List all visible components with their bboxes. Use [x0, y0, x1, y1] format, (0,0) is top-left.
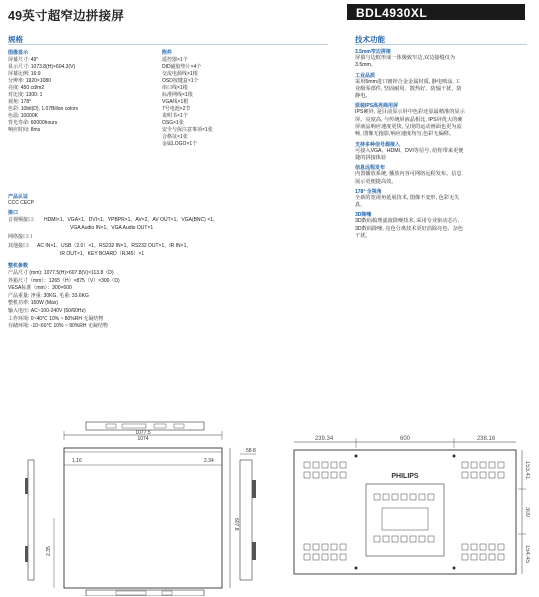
feature-title: 3D降噪 [355, 212, 372, 219]
display-spec-list [8, 57, 78, 134]
dim-rear-r1: 153.41 [524, 460, 530, 480]
feature-line: 3.5mm。 [355, 62, 377, 69]
interface-av-2: VGA Audio IN×1、VGA Audio OUT×1 [70, 225, 154, 231]
accessory-item: 合格证×1张 [162, 134, 188, 140]
mount-hole [453, 455, 456, 458]
spec-line: 屏幕比例: 16:9 [8, 71, 41, 77]
accessory-item: 遥控器×1个 [162, 57, 188, 63]
dim-rear-r3: 154.45 [524, 544, 530, 564]
panel-outline [64, 448, 222, 588]
model-name: BDL4930XL [356, 6, 428, 20]
accessory-item: 说明书×1个 [162, 113, 188, 119]
feature-line: 全新的宽视角延展技术, 图像不变形, 色彩无失 [355, 194, 460, 201]
accessory-item: 安全与保注意事项×1张 [162, 127, 213, 133]
machine-line: 存储环境: -10~60℃ 10% ~ 90%RH 无凝结物 [8, 323, 108, 330]
feature-line: 3D数码降噪, 亮色分离技术更好消除亮色、杂色 [355, 225, 464, 232]
machine-line: 整机功率: 160W (Max) [8, 300, 59, 307]
left-vent-grill [304, 462, 346, 560]
dim-rear-r2: 300 [524, 506, 530, 518]
spec-line: 色彩: 10bit(D), 1.07Billon colors [8, 106, 79, 112]
dim-right-gap: 2.34 [204, 458, 214, 464]
machine-line: 外箱尺寸（mm）：1265（H）×875（V）×300（D) [8, 277, 120, 284]
dim-inner-width: 1074 [137, 436, 149, 442]
feature-title: 3.5mm窄边拼接 [355, 49, 391, 55]
mount-hole [355, 455, 358, 458]
machine-heading: 整机参数 [8, 263, 29, 269]
interface-av-label: 音视频接口: [8, 217, 35, 223]
features-list [355, 48, 525, 240]
machine-line: 产品重量: 净重: 30KG, 毛重: 33.6KG [8, 292, 89, 299]
page-title: 49英寸超窄边拼接屏 [8, 9, 124, 23]
machine-line: VESA标准（mm）：300×600 [8, 285, 72, 292]
machine-line: 工作环境: 0~40℃ 10% ~ 80%RH 无凝结物 [8, 315, 104, 322]
top-view [86, 422, 204, 430]
feature-title: 工业品质 [355, 72, 376, 79]
feature-line: 屏。亮度高, 与传统屏液晶相比, IPS屏优大的硬 [355, 116, 463, 123]
dim-left-gap: 1.16 [72, 458, 82, 464]
interface-av: HDMI×1、VGA×1、DVI×1、YPBPR×1、AV×2、AV OUT×1、VGA(BNC) ×1、 [44, 217, 218, 223]
feature-line: 干扰。 [355, 233, 371, 240]
feature-line: 内置播放系统, 播放内容可网络远程发布。信息 [355, 171, 462, 178]
center-vent-grill [374, 494, 434, 542]
rear-center-module [366, 484, 444, 556]
feature-line: 捷的拼接体验 [355, 154, 387, 161]
accessories-heading: 附件 [162, 50, 173, 56]
specs-divider [8, 44, 328, 45]
accessory-item: 金属LOGO×1个 [162, 141, 198, 147]
dim-depth: 58.8 [246, 448, 256, 454]
dim-outer-width: 1077.5 [135, 430, 151, 436]
front-dimension-drawing [14, 418, 276, 596]
feature-block [355, 141, 525, 163]
right-side-view [240, 460, 256, 580]
dim-side: 2.35 [46, 546, 52, 556]
dim-height: 607.8 [233, 518, 239, 531]
accessory-item: OSG×1张 [162, 120, 184, 126]
feature-line: 采用5mm进口镀锌合金金属材质, 静电喷涂, 工 [355, 78, 461, 85]
feature-line: 业级零部件, 坚固耐用、散热好、防辐干扰、防 [355, 85, 462, 92]
feature-line: 静电。 [355, 93, 371, 100]
interface-other: AC IN×1、USB（2.0）×1、RS232 IN×1、RS232 OUT×1、IR IN×1、 [37, 243, 192, 249]
accessory-item: 串口线×1根 [162, 85, 188, 91]
features-divider [355, 44, 527, 45]
spec-line: 响应时间: 8ms [8, 127, 41, 133]
interface-other-label: 其他接口: [8, 243, 30, 249]
feature-title: 178° 全视角 [355, 188, 382, 195]
accessories-list [162, 57, 213, 148]
feature-block [355, 164, 525, 186]
spec-line: 显示尺寸: 1073.8(H)×604.3(V) [8, 64, 76, 70]
feature-title: 原装IPS高亮商用屏 [355, 103, 399, 110]
machine-spec-list [8, 270, 120, 331]
spec-line: 色温: 10000K [8, 113, 39, 119]
feature-title: 信息远程发布 [355, 165, 386, 172]
spec-line: 屏幕尺寸: 49" [8, 57, 39, 63]
machine-line: 产品尺寸 (mm): 1077.5(H)×607.8(V)×113.8（D) [8, 270, 114, 276]
cert-heading: 产品认证 [8, 194, 29, 200]
feature-line: 畅, 图像无拖影,响应速度均匀,色彩无偏移。 [355, 131, 455, 138]
mount-hole [453, 567, 456, 570]
feature-block [355, 102, 525, 138]
feature-line: IPS硬屏, 是目前显示屏中色彩还原最精准的显示 [355, 109, 465, 116]
feature-line: 可接入VGA、HDMI、DVI等信号, 给你带来更便 [355, 147, 464, 154]
specs-heading: 规格 [8, 35, 23, 44]
feature-line: 屏液晶响应速度更快, 呈现的运动画面也更为流 [355, 124, 462, 131]
interface-heading: 接口 [8, 210, 19, 216]
feature-block [355, 211, 525, 240]
accessory-item: DID磁胶垫片×4个 [162, 64, 202, 70]
interface-network: 网络接口: / [8, 234, 33, 240]
feature-title: 支持多种信号源接入 [355, 141, 401, 148]
bottom-view [86, 590, 204, 596]
features-heading: 技术功能 [355, 35, 385, 44]
rear-panel-outline [294, 450, 516, 574]
accessory-item: 交流电源线×1根 [162, 71, 198, 77]
interface-other-2: IR OUT×1、KEY BOARD（RJ45）×1 [60, 251, 145, 257]
mount-hole [355, 567, 358, 570]
display-heading: 图像显示 [8, 50, 29, 56]
spec-line: 对比度: 1300: 1 [8, 92, 43, 98]
machine-line: 输入电压: AC~100-240V (50/60Hz) [8, 307, 86, 314]
accessory-item: 标准网线×1根 [162, 92, 193, 98]
accessory-item: OSD按键盒×1个 [162, 78, 199, 84]
spec-line: 背光寿命: 60000hours [8, 120, 58, 126]
dim-rear-a: 239.34 [314, 436, 334, 442]
spec-line: 分辨率: 1920×1080 [8, 78, 51, 84]
rear-dimension-drawing [290, 432, 530, 577]
spec-line: 亮度: 450 cd/m2 [8, 85, 45, 91]
accessory-item: 7号电池×2节 [162, 106, 191, 112]
accessory-item: VGA线×1根 [162, 99, 189, 105]
spec-line: 视角: 178° [8, 99, 32, 105]
feature-line: 展示更便捷高效。 [355, 178, 397, 185]
right-vent-grill [462, 462, 504, 560]
dim-rear-c: 238.16 [476, 436, 496, 442]
brand-logo: PHILIPS [391, 473, 419, 480]
feature-line: 屏幕与边框形成一体极致窄边,双边接缝仅为 [355, 55, 456, 61]
cert-value: CCC CECP [8, 200, 35, 206]
feature-block [355, 48, 525, 70]
feature-line: 真。 [355, 202, 366, 209]
feature-block [355, 188, 525, 210]
dim-rear-b: 600 [399, 436, 411, 442]
feature-block [355, 72, 525, 101]
feature-line: 3D数码梳理滤波降噪技术, 采用专业驱动芯片, [355, 218, 460, 225]
left-side-view [25, 460, 34, 580]
